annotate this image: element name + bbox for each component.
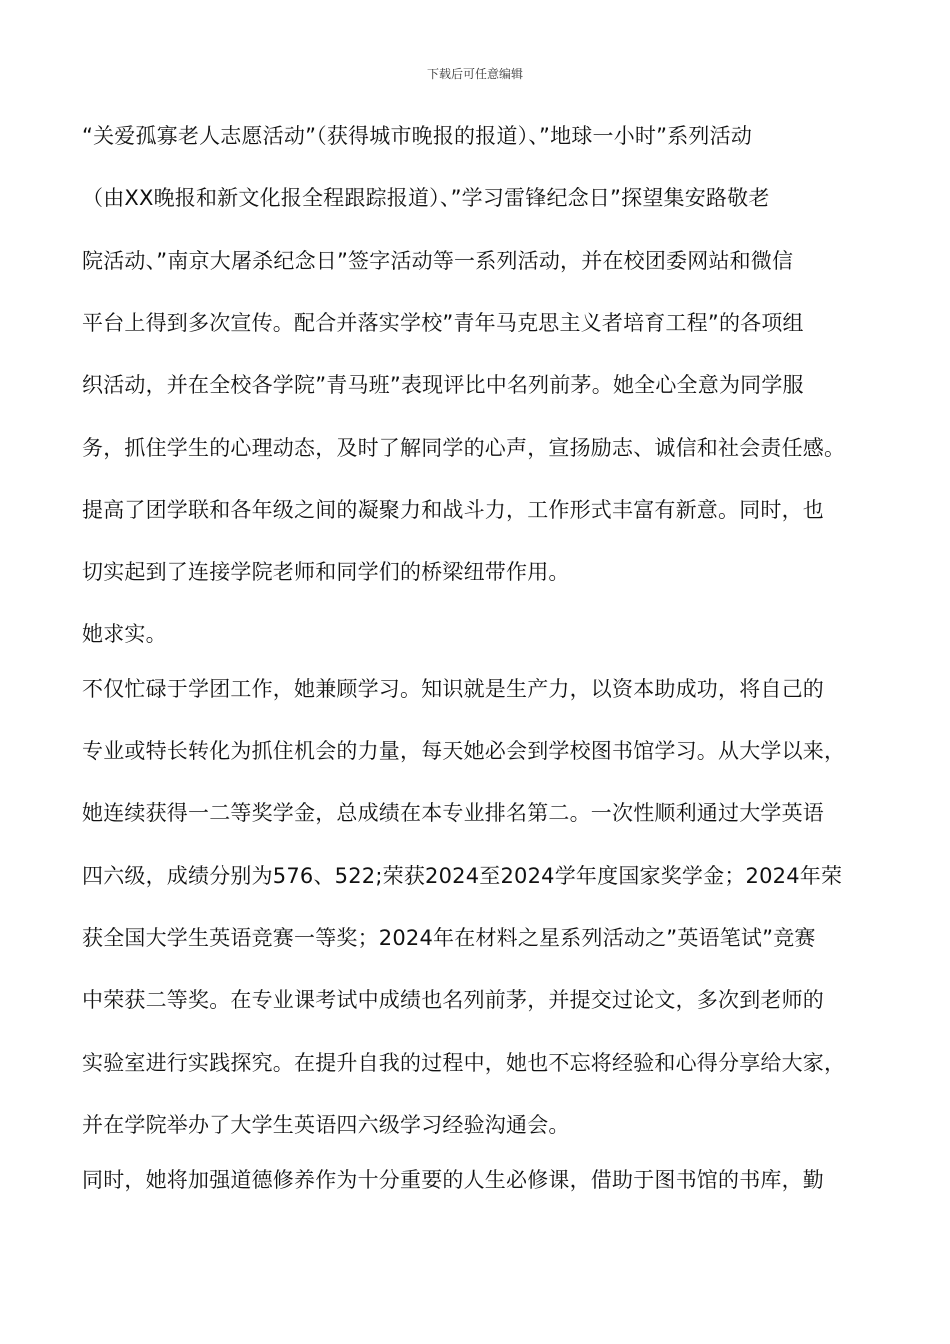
body-line: “关爱孤寡老人志愿活动”（获得城市晚报的报道）、”地球一小时”系列活动 [82,124,753,148]
body-line: 务，抓住学生的心理动态，及时了解同学的心声，宣扬励志、诚信和社会责任感。 [82,436,846,460]
body-line: 提高了团学联和各年级之间的凝聚力和战斗力，工作形式丰富有新意。同时，也 [82,498,824,522]
body-line: （由XX晚报和新文化报全程跟踪报道）、”学习雷锋纪念日”探望集安路敬老 [82,186,770,210]
body-line: 实验室进行实践探究。在提升自我的过程中，她也不忘将经验和心得分享给大家， [82,1051,846,1075]
body-line: 她求实。 [82,622,167,646]
body-line: 平台上得到多次宣传。配合并落实学校”青年马克思主义者培育工程”的各项组 [82,311,804,335]
body-line: 院活动、”南京大屠杀纪念日”签字活动等一系列活动，并在校团委网站和微信 [82,249,794,273]
body-line: 专业或特长转化为抓住机会的力量，每天她必会到学校图书馆学习。从大学以来， [82,739,846,763]
body-line: 不仅忙碌于学团工作，她兼顾学习。知识就是生产力，以资本助成功，将自己的 [82,677,824,701]
body-line: 她连续获得一二等奖学金，总成绩在本专业排名第二。一次性顺利通过大学英语 [82,801,824,825]
body-line: 中荣获二等奖。在专业课考试中成绩也名列前茅，并提交过论文，多次到老师的 [82,988,824,1012]
body-line: 获全国大学生英语竞赛一等奖；2024年在材料之星系列活动之”英语笔试”竞赛 [82,926,816,950]
page-header: 下载后可任意编辑 [426,67,523,81]
body-line: 同时，她将加强道德修养作为十分重要的人生必修课，借助于图书馆的书库，勤 [82,1168,824,1192]
body-line: 织活动，并在全校各学院”青马班”表现评比中名列前茅。她全心全意为同学服 [82,373,804,397]
body-line: 并在学院举办了大学生英语四六级学习经验沟通会。 [82,1113,570,1137]
body-line: 切实起到了连接学院老师和同学们的桥梁纽带作用。 [82,560,570,584]
body-line: 四六级，成绩分别为576、522;荣获2024至2024学年度国家奖学金；2024年荣 [82,864,843,888]
